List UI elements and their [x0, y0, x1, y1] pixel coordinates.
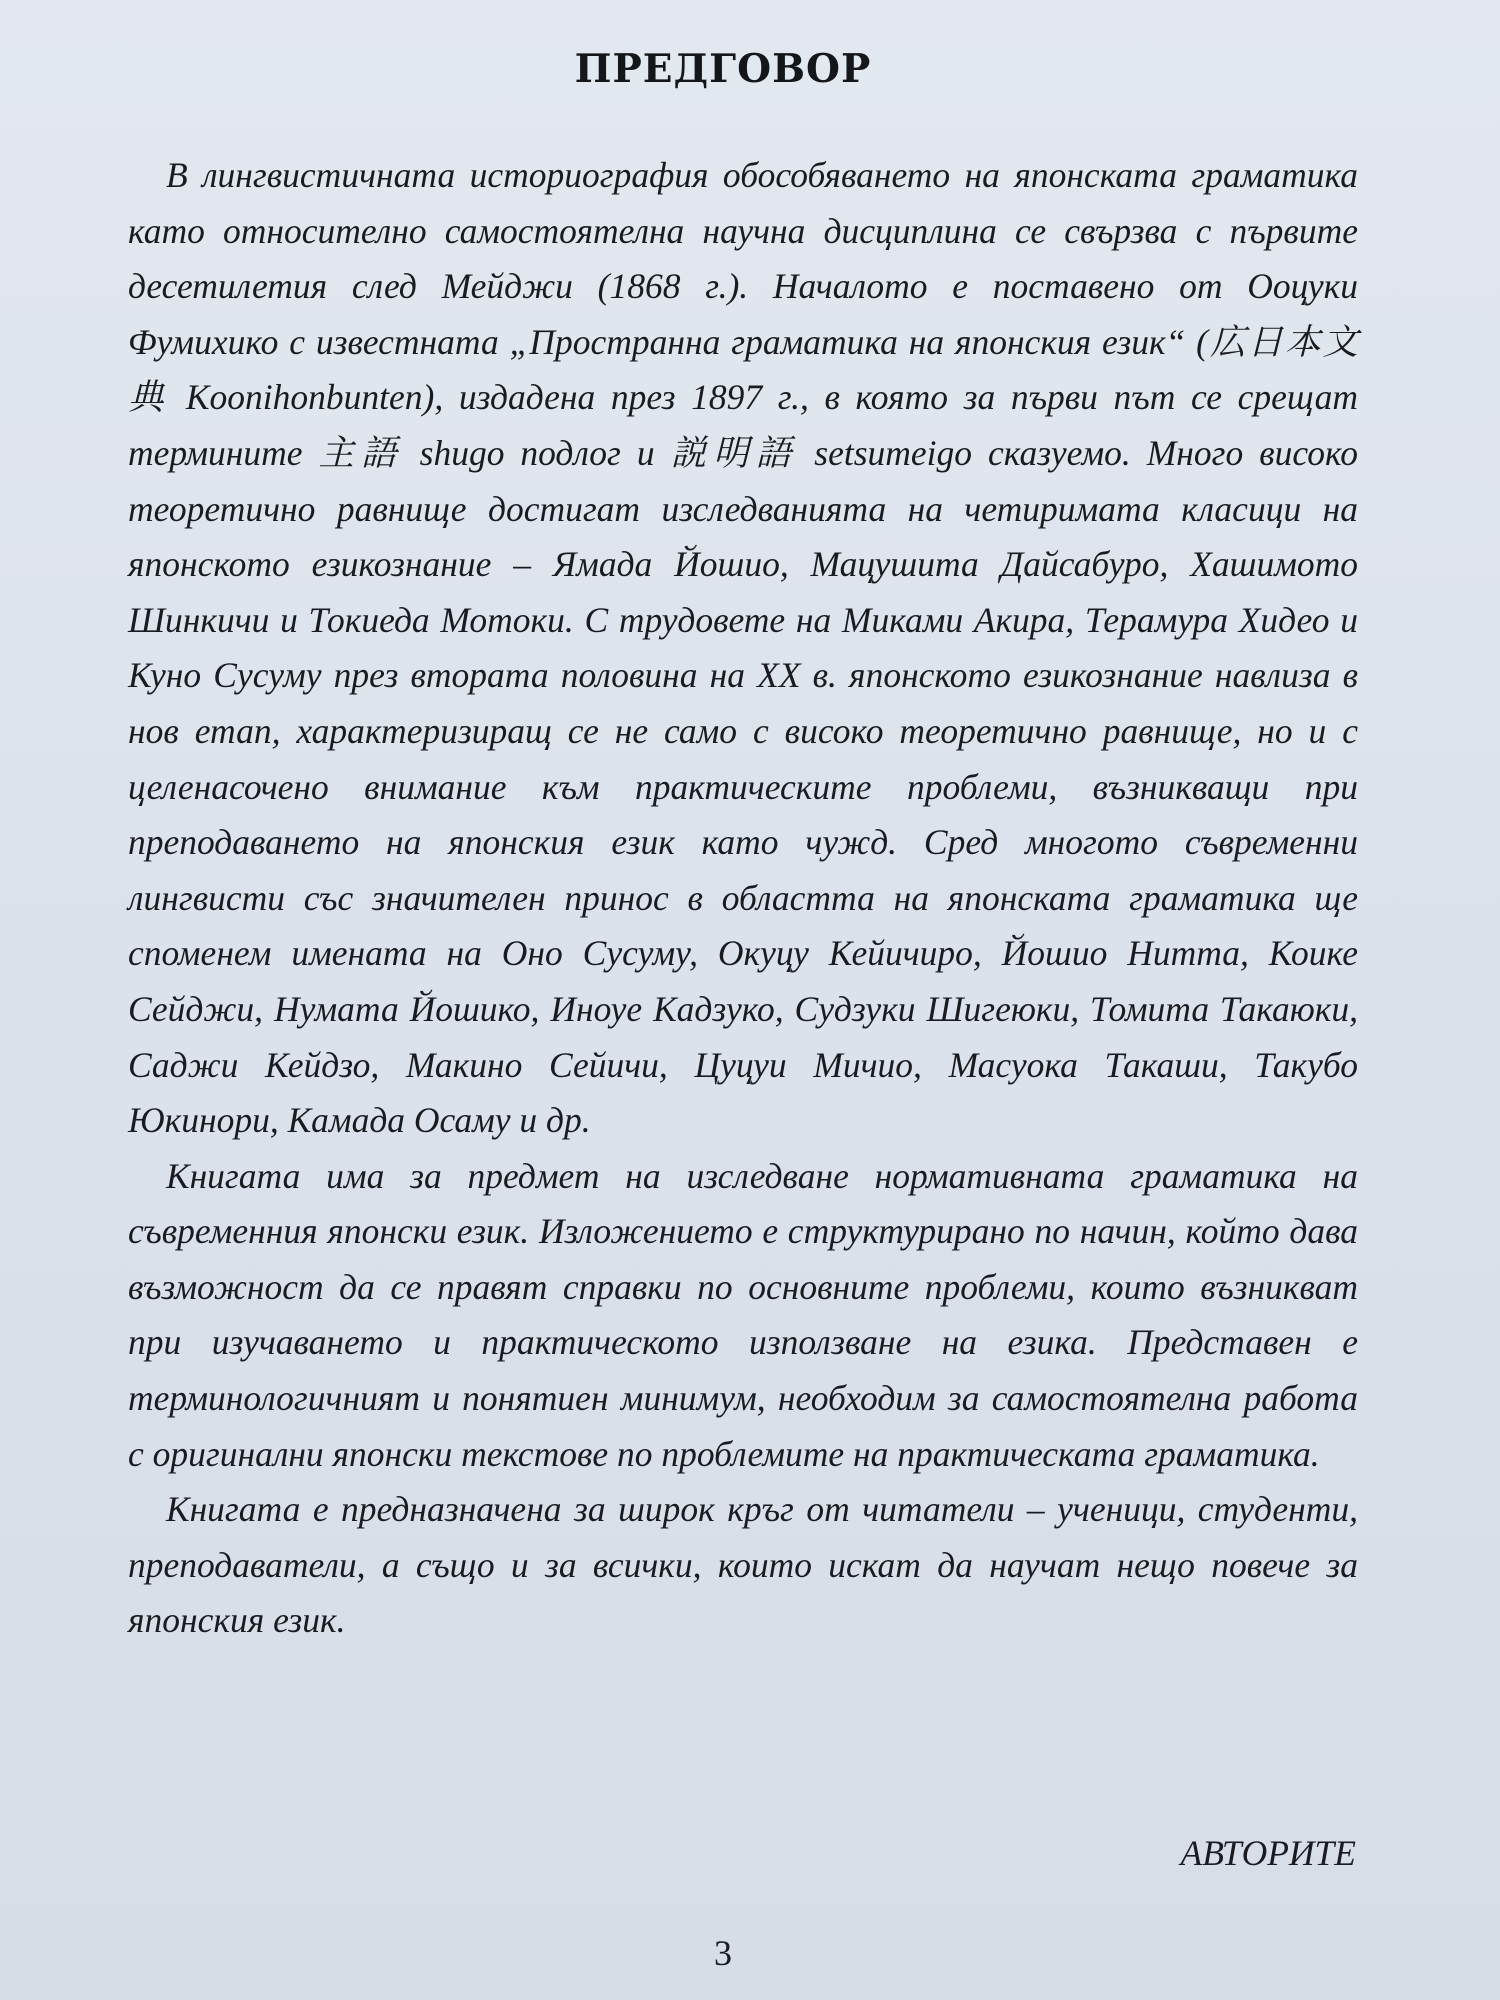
- paragraph-1: В лингвистичната историография обособяването на японската граматика като относително самостоятелна научна дисциплина се свързва с първите десетилетия след Мейджи (1868 г.). Началото е поставено от Ооцуки Фумихико с известната „Пространна граматика на японския език“ (広日本文典 Koonihonbunten), издадена през 1897 г., в която за първи път се срещат термините 主語 shugo подлог и 説明語 setsumeigo сказуемо. Много високо теоретично равнище достигат изследванията на четиримата класици на японското езикознание – Ямада Йошиo, Мацушита Дайсабуро, Хашимото Шинкичи и Токиеда Мотоки. С трудовете на Миками Акира, Терамура Хидео и Куно Сусуму през втората половина на ХХ в. японското езикознание навлиза в нов етап, характеризиращ се не само с високо теоретично равнище, но и с целенасочено внимание към практическите проблеми, възникващи при преподаването на японския език като чужд. Сред многото съвременни лингвисти със значителен принос в областта на японската граматика ще споменем имената на Оно Сусуму, Окуцу Кейичиро, Йошио Нитта, Коике Сейджи, Нумата Йошико, Иноуе Кадзуко, Судзуки Шигеюки, Томита Такаюки, Саджи Кейдзо, Макино Сейичи, Цуцуи Мичио, Масуока Такаши, Такубо Юкинори, Камада Осаму и др.: [128, 155, 1358, 1141]
- paragraph-3: Книгата е предназначена за широк кръг от читатели – ученици, студенти, преподаватели, а също и за всички, които искат да научат нещо повече за японския език.: [128, 1489, 1358, 1641]
- page-number: 3: [714, 1933, 732, 1973]
- page-title: ПРЕДГОВОР: [574, 46, 872, 92]
- authors-signature: АВТОРИТЕ: [1180, 1833, 1356, 1873]
- paragraph-2: Книгата има за предмет на изследване нормативната граматика на съвременния японски език. Изложението е структурирано по начин, който дава възможност да се правят справки по основните проблеми, които възникват при изучаването и практическото използване на езика. Представен е терминологичният и понятиен минимум, необходим за самостоятелна работа с оригинални японски текстове по проблемите на практическата граматика.: [128, 1155, 1358, 1474]
- preface-body: [128, 148, 1358, 1649]
